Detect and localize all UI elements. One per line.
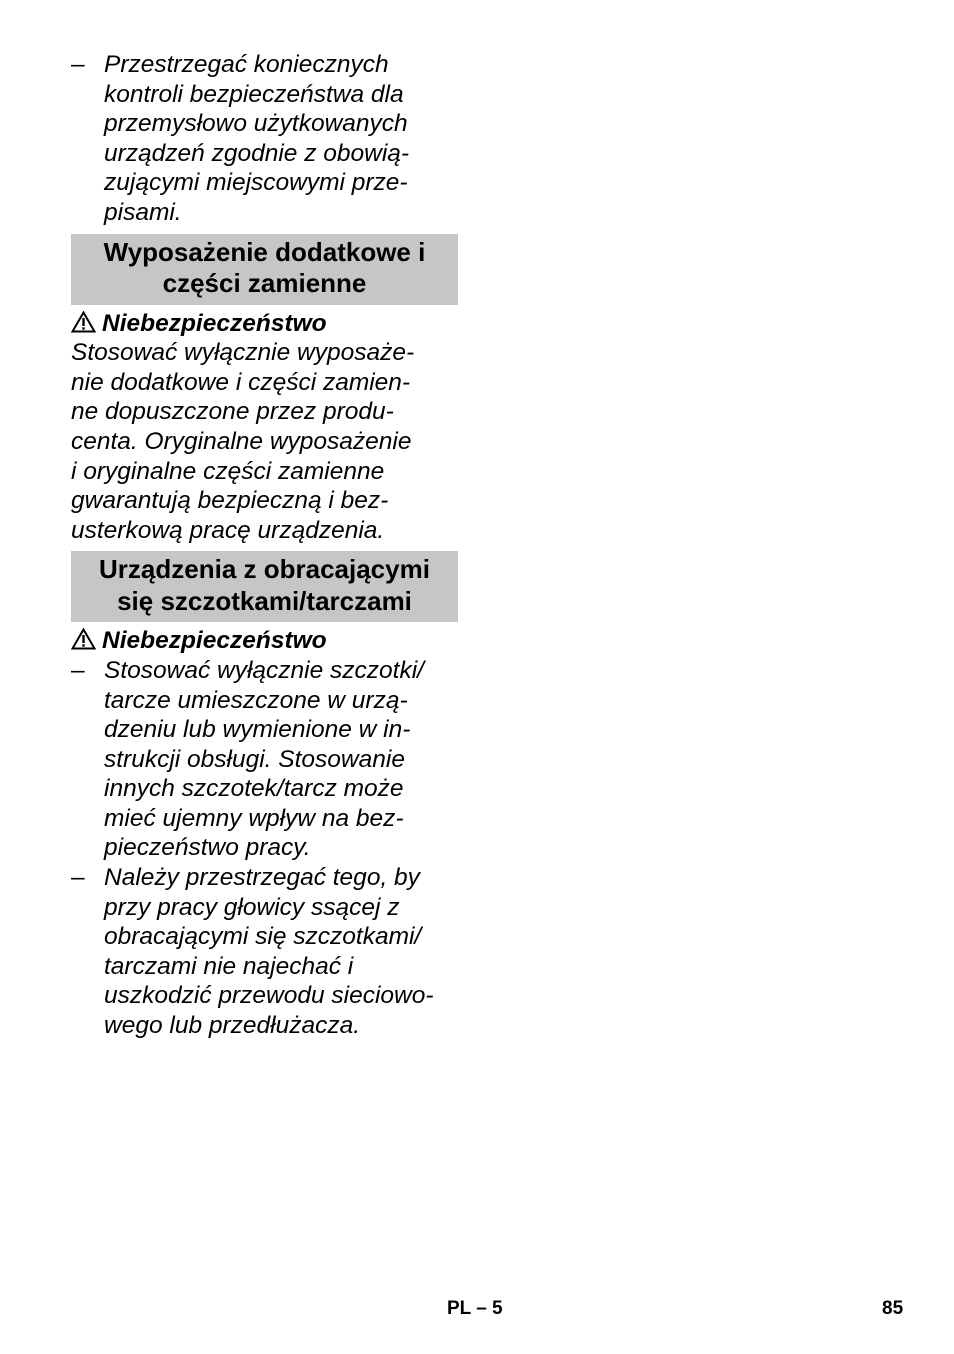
text-line: pieczeństwo pracy. <box>104 834 311 862</box>
heading-line: Urządzenia z obracającymi <box>99 554 430 585</box>
text-line: urządzeń zgodnie z obowią- <box>104 139 410 167</box>
text-line: przy pracy głowicy ssącej z <box>104 893 400 921</box>
danger-warning <box>71 309 463 339</box>
text-line: przemysłowo użytkowanych <box>104 110 408 138</box>
heading-line: Wyposażenie dodatkowe i <box>103 236 426 267</box>
text-line: tarcze umieszczone w urzą- <box>104 686 408 714</box>
text-line: uszkodzić przewodu sieciowo- <box>104 982 434 1010</box>
text-line: mieć ujemny wpływ na bez- <box>104 804 404 832</box>
text-line: centa. Oryginalne wyposażenie <box>71 427 412 455</box>
danger-warning <box>71 626 463 656</box>
text-line: Przestrzegać koniecznych <box>104 51 389 78</box>
text-line: pisami. <box>104 198 182 226</box>
text-line: Stosować wyłącznie wyposaże- <box>71 339 415 367</box>
text-line: usterkową pracę urządzenia. <box>71 516 385 544</box>
text-line: gwarantują bezpieczną i bez- <box>71 487 389 515</box>
text-line: strukcji obsługi. Stosowanie <box>104 745 405 773</box>
text-line: zującymi miejscowymi prze- <box>104 169 408 197</box>
text-line: innych szczotek/tarcz może <box>104 775 404 803</box>
main-column <box>71 50 463 1041</box>
text-line: Należy przestrzegać tego, by <box>104 864 420 892</box>
list-dash: – <box>71 51 85 78</box>
text-line: i oryginalne części zamienne <box>71 457 385 485</box>
list-item <box>71 863 463 1041</box>
list-item <box>71 656 463 863</box>
footer-language-page: PL – 5 <box>447 1298 503 1319</box>
text-line: wego lub przedłużacza. <box>104 1012 361 1040</box>
text-line: obracającymi się szczotkami/ <box>104 923 422 951</box>
text-line: tarczami nie najechać i <box>104 952 354 980</box>
warning-triangle-icon <box>71 628 96 650</box>
text-line: dzeniu lub wymienione w in- <box>104 716 411 744</box>
warning-label: Niebezpieczeństwo <box>102 309 327 337</box>
text-line: ne dopuszczone przez produ- <box>71 398 394 426</box>
intro-list-item <box>71 50 463 228</box>
footer-page-number: 85 <box>882 1298 904 1319</box>
text-line: nie dodatkowe i części zamien- <box>71 368 411 396</box>
section-heading-rotating-brushes <box>71 551 458 622</box>
heading-line: się szczotkami/tarczami <box>117 585 412 616</box>
text-line: Stosować wyłącznie szczotki/ <box>104 656 424 684</box>
list-dash: – <box>71 864 85 892</box>
section1-body <box>71 338 463 545</box>
warning-triangle-icon <box>71 311 96 333</box>
heading-line: części zamienne <box>162 268 367 299</box>
warning-label: Niebezpieczeństwo <box>102 627 327 655</box>
list-dash: – <box>71 656 85 684</box>
section-heading-accessories <box>71 234 458 305</box>
text-line: kontroli bezpieczeństwa dla <box>104 80 404 108</box>
